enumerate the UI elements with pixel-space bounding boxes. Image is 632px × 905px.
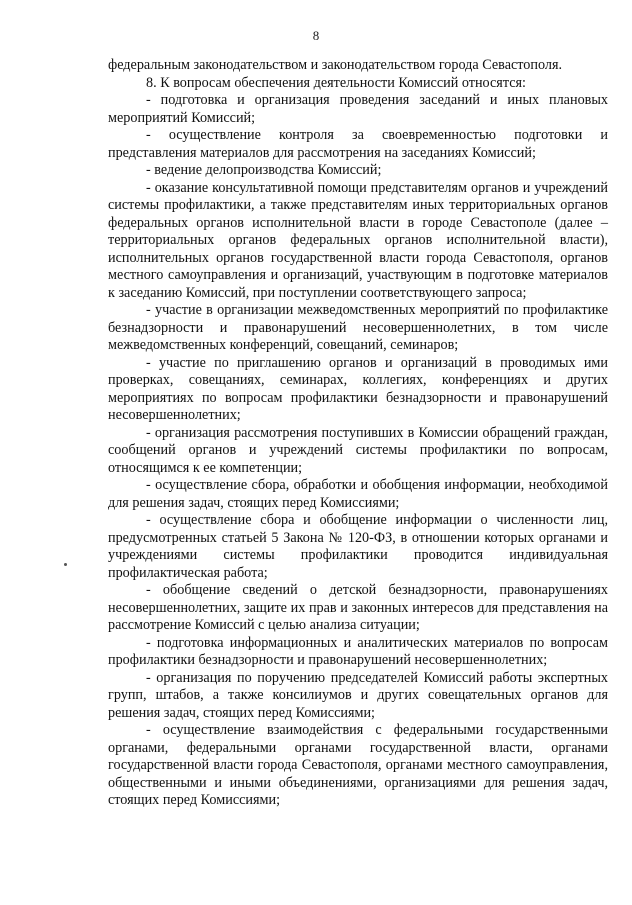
paragraph-continuation: федеральным законодательством и законодательством города Севастополя. bbox=[108, 57, 563, 73]
list-item: - подготовка и организация проведения заседаний и иных плановых мероприятий Комиссий; bbox=[108, 92, 608, 126]
list-item: - подготовка информационных и аналитических материалов по вопросам профилактики безнадзорности и правонарушений несовершеннолетних; bbox=[108, 634, 608, 668]
list-item: - участие по приглашению органов и организаций в проводимых ими проверках, совещаниях, семинарах, коллегиях, конференциях и других мероприятиях по вопросам профилактики безнадзорности и правонарушений несовершеннолетних; bbox=[108, 354, 608, 423]
page-number: 8 bbox=[312, 28, 320, 43]
list-item: - организация рассмотрения поступивших в Комиссии обращений граждан, сообщений органов и учреждений системы профилактики по вопросам, относящимся к ее компетенции; bbox=[108, 424, 608, 476]
list-item: - осуществление сбора, обработки и обобщения информации, необходимой для решения задач, стоящих перед Комиссиями; bbox=[108, 477, 608, 511]
list-item: - организация по поручению председателей Комиссий работы экспертных групп, штабов, а также консилиумов и других совещательных органов для решения задач, стоящих перед Комиссиями; bbox=[108, 669, 608, 721]
list-item: - участие в организации межведомственных мероприятий по профилактике безнадзорности и правонарушений несовершеннолетних, в том числе межведомственных конференций, совещаний, семинаров; bbox=[108, 302, 608, 353]
list-item: - осуществление сбора и обобщение информации о численности лиц, предусмотренных статьей 5 Закона № 120-ФЗ, в отношении которых органами и учреждениями системы профилактики проводится индивидуальная профилактическая работа; bbox=[108, 512, 608, 581]
list-item: - оказание консультативной помощи представителям органов и учреждений системы профилактики, а также представителям иных территориальных органов федеральных органов исполнительной власти в городе Севастополе (далее – территориальных органов федеральных органов исполнительной власти), исполнительных органов государственной власти города Севастополя, органов местного самоуправления и организаций, участвующим в подготовке материалов к заседанию Комиссий, при поступлении соответствующего запроса; bbox=[108, 179, 608, 301]
list-item: - осуществление взаимодействия с федеральными государственными органами, федеральными органами государственной власти, органами государственной власти города Севастополя, органами местного самоуправления, общественными и иными объединениями, организациями для решения задач, стоящих перед Комиссиями; bbox=[108, 722, 608, 808]
scan-speck bbox=[64, 563, 67, 566]
section-8-heading: 8. К вопросам обеспечения деятельности Комиссий относятся: bbox=[146, 74, 526, 91]
list-item: - осуществление контроля за своевременностью подготовки и представления материалов для рассмотрения на заседаниях Комиссий; bbox=[108, 127, 608, 161]
list-item: - ведение делопроизводства Комиссий; bbox=[146, 162, 382, 178]
document-body bbox=[108, 57, 608, 810]
list-item: - обобщение сведений о детской безнадзорности, правонарушениях несовершеннолетних, защите их прав и законных интересов для представления на рассмотрение Комиссий с целью анализа ситуации; bbox=[108, 582, 608, 633]
